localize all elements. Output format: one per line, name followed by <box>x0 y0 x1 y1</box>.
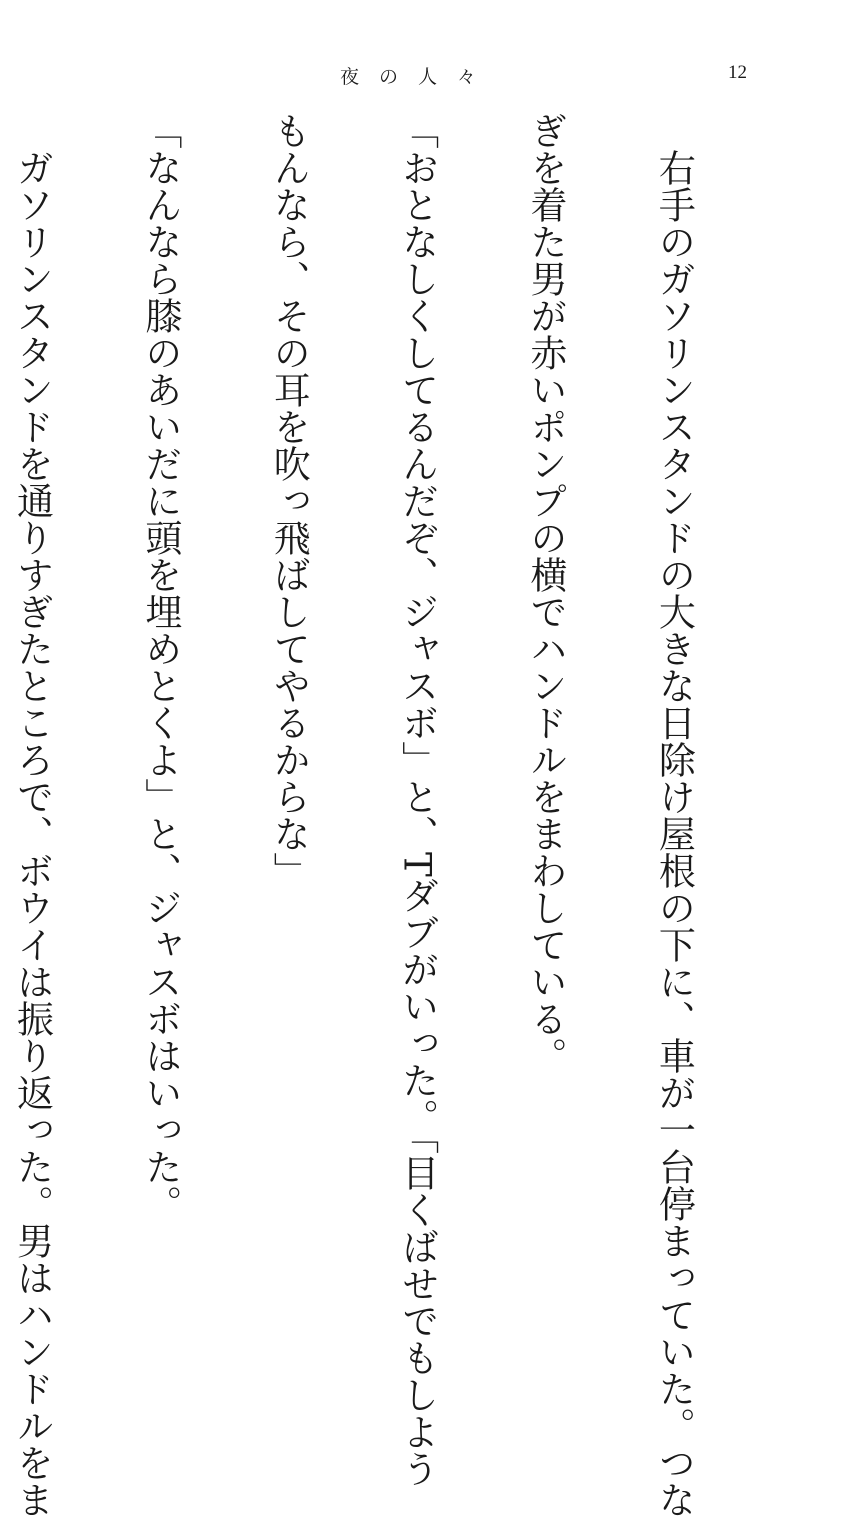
text-line: ぎを着た男が赤いポンプの横でハンドルをまわしている。 <box>524 112 568 1074</box>
text-line: ガソリンスタンドを通りすぎたところで、ボウイは振り返った。男はハンドルをま <box>10 112 54 1518</box>
text-line: もんなら、その耳を吹っ飛ばしてやるからな」 <box>267 112 311 889</box>
text-line: 右手のガソリンスタンドの大きな日除け屋根の下に、車が一台停まっていた。つな <box>652 112 696 1518</box>
text-line: 「なんなら膝のあいだに頭を埋めとくよ」と、ジャスボはいった。 <box>138 112 182 1222</box>
page-number: 12 <box>728 62 747 83</box>
body-text <box>10 112 780 1518</box>
text-line: 「おとなしくしてるんだぞ、ジャスボ」と、Tダブがいった。「目くばせでもしよう <box>395 112 439 1488</box>
running-header-title: 夜の人々 <box>340 66 497 88</box>
